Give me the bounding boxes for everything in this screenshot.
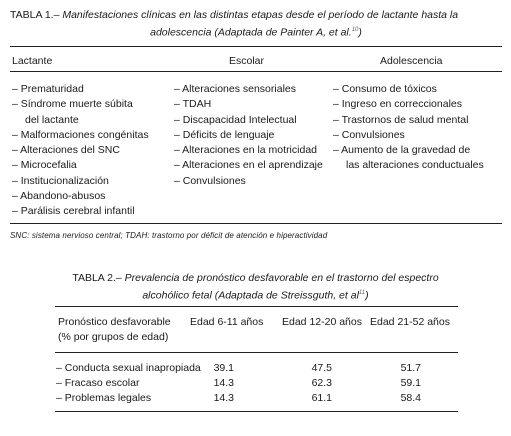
table2-caption — [0, 271, 511, 304]
table2-bottom-rule — [55, 411, 458, 412]
table2-caption-ref: 11 — [358, 290, 366, 296]
table2-caption-line1-wrap — [0, 271, 511, 286]
table2-header-rule — [55, 352, 458, 353]
table-cell: 14.3 — [213, 392, 234, 404]
list-item: – Institucionalización — [12, 174, 109, 187]
table-row-label: – Conducta sexual inapropiada — [56, 362, 201, 374]
table1-caption-ref: 10 — [351, 27, 359, 33]
table-cell: 62.3 — [311, 377, 332, 389]
table-cell: 14.3 — [213, 377, 234, 389]
table2-header-age-21-52: Edad 21-52 años — [370, 316, 450, 328]
table1-lactante-list — [12, 82, 149, 220]
table1-adolescencia-list — [333, 82, 484, 174]
list-item: – Aumento de la gravedad de — [333, 144, 471, 157]
table1-col-escolar: Escolar — [229, 55, 265, 67]
list-item: – Convulsiones — [174, 174, 246, 187]
table2-caption-close: ) — [365, 289, 369, 302]
table-cell: 47.5 — [311, 362, 332, 374]
list-item: del lactante — [25, 113, 79, 126]
list-item: – Microcefalia — [12, 159, 77, 172]
table-cell: 39.1 — [213, 362, 234, 374]
list-item: – Síndrome muerte súbita — [12, 98, 133, 111]
list-item: – Convulsiones — [333, 128, 405, 141]
table-cell: 58.4 — [400, 392, 421, 404]
table1-caption-close: ) — [358, 26, 362, 39]
table2-header-col1-line1: Pronóstico desfavorable — [58, 316, 171, 328]
table1-caption-label: TABLA 1.– — [10, 9, 60, 21]
list-item: – Trastornos de salud mental — [333, 113, 469, 126]
table1-caption — [10, 8, 502, 41]
list-item: – Abandono-abusos — [12, 190, 106, 203]
list-item: – Alteraciones en la motricidad — [174, 144, 317, 157]
list-item: – Parálisis cerebral infantil — [12, 205, 135, 218]
table1-caption-line1: Manifestaciones clínicas en las distintas etapas desde el período de lactante hasta la — [62, 9, 459, 21]
table1-col-adolescencia: Adolescencia — [380, 55, 443, 67]
list-item: – Discapacidad Intelectual — [174, 113, 297, 126]
table2-header-age-12-20: Edad 12-20 años — [282, 316, 362, 328]
table1-footnote: SNC: sistema nervioso central; TDAH: trastorno por déficit de atención e hiperactividad — [10, 231, 328, 240]
list-item: – Ingreso en correccionales — [333, 98, 462, 111]
table2-caption-line2: alcohólico fetal (Adaptada de Streissguth, et al — [142, 289, 359, 302]
list-item: – Consumo de tóxicos — [333, 83, 437, 95]
table1-header-rule — [10, 71, 502, 72]
list-item: – Déficits de lenguaje — [174, 128, 275, 141]
table-row-label: – Fracaso escolar — [56, 377, 140, 389]
table2-caption-line2-wrap — [0, 286, 511, 304]
list-item: – TDAH — [174, 98, 212, 111]
list-item: – Prematuridad — [12, 83, 84, 95]
list-item: – Malformaciones congénitas — [12, 128, 149, 141]
table-cell: 59.1 — [400, 377, 421, 389]
table1-col-lactante: Lactante — [12, 55, 53, 67]
list-item: las alteraciones conductuales — [346, 159, 484, 172]
table1-caption-line2-wrap — [10, 23, 502, 41]
table2-caption-line1: Prevalencia de pronóstico desfavorable en el trastorno del espectro — [124, 272, 439, 284]
table-row-label: – Problemas legales — [56, 392, 152, 404]
table2-caption-label: TABLA 2.– — [72, 272, 122, 284]
list-item: – Alteraciones sensoriales — [174, 83, 296, 95]
table-cell: 61.1 — [311, 392, 332, 404]
list-item: – Alteraciones del SNC — [12, 144, 120, 157]
table-cell: 51.7 — [400, 362, 421, 374]
table1-top-rule — [10, 46, 502, 47]
list-item: – Alteraciones en el aprendizaje — [174, 159, 323, 172]
table1-caption-line2: adolescencia (Adaptada de Painter A, et al. — [150, 26, 352, 39]
table1-escolar-list — [174, 82, 323, 189]
table2-header-col1-line2: (% por grupos de edad) — [58, 331, 169, 343]
table2-top-rule — [55, 306, 458, 307]
table2-header-age-6-11: Edad 6-11 años — [190, 316, 264, 328]
table1-bottom-rule — [10, 223, 502, 224]
